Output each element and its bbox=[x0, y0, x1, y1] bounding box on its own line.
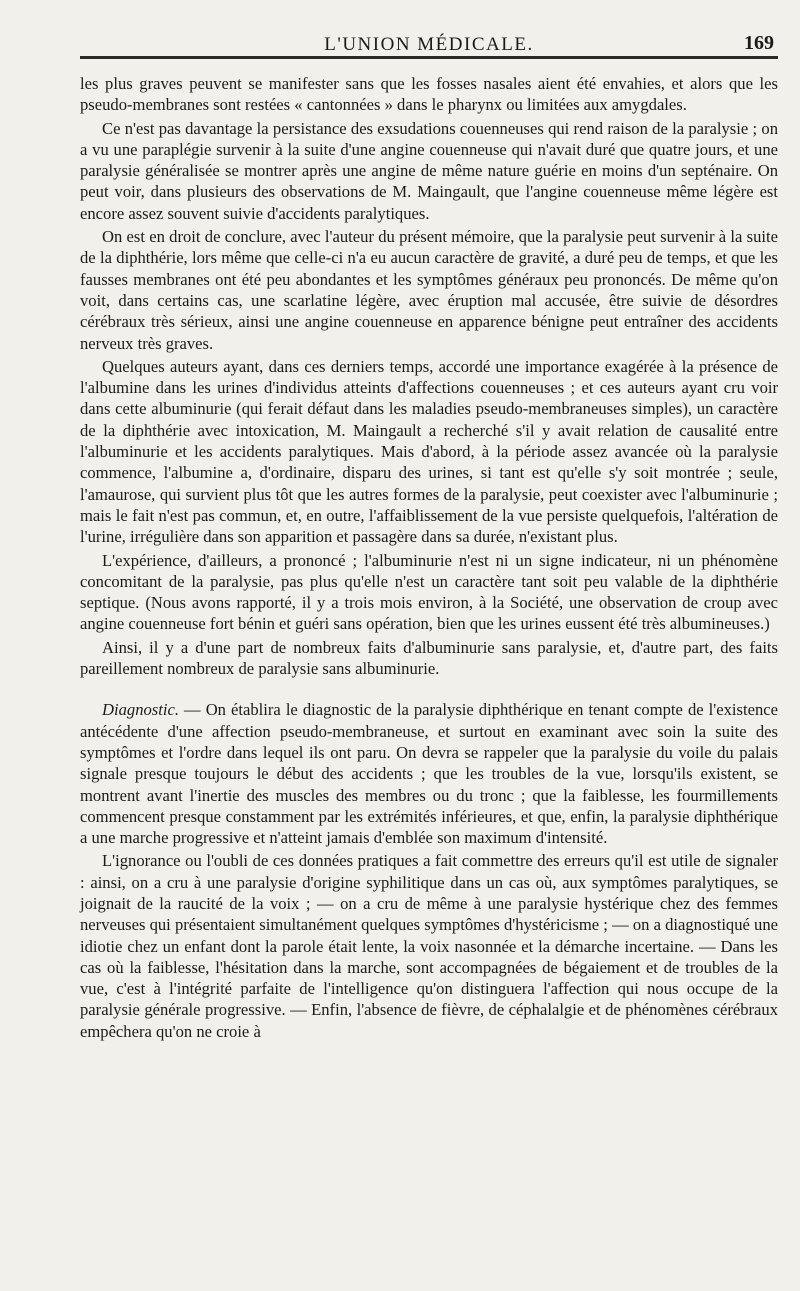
body-text bbox=[80, 73, 778, 1042]
paragraph: L'expérience, d'ailleurs, a prononcé ; l'albuminurie n'est ni un signe indicateur, ni un phénomène concomitant de la paralysie, pas plus qu'elle n'est un caractère tant soit peu valable de la diphthérie septique. (Nous avons rapporté, il y a trois mois environ, à la Société, une observation de croup avec angine couenneuse fort bénin et guéri sans opération, bien que les urines eussent été très albumineuses.) bbox=[80, 550, 778, 634]
paragraph: les plus graves peuvent se manifester sans que les fosses nasales aient été envahies, et alors que les pseudo-membranes sont restées « cantonnées » dans le pharynx ou limitées aux amygdales. bbox=[80, 74, 778, 115]
paragraph: L'ignorance ou l'oubli de ces données pratiques a fait commettre des erreurs qu'il est utile de signaler : ainsi, on a cru à une paralysie d'origine syphilitique dans un cas où, aux symptômes paralytiques, se joignait de la raucité de la voix ; — on a cru de même à une paralysie hystérique chez des femmes nerveuses qui présentaient simultanément quelques symptômes d'hystéricisme ; — on a diagnostiqué une idiotie chez un enfant dont la parole était lente, la voix nasonnée et la démarche incertaine. — Dans les cas où la faiblesse, l'hésitation dans la marche, sont accompagnées de bégaiement et de troubles de la vue, c'est à l'intégrité parfaite de l'intelligence qu'on distinguera l'affection qui nous occupe de la paralysie générale progressive. — Enfin, l'absence de fièvre, de céphalalgie et de phénomènes cérébraux empêchera qu'on ne croie à bbox=[80, 851, 778, 1041]
diagnostic-paragraph bbox=[80, 699, 778, 848]
page-header bbox=[80, 26, 778, 59]
paragraph: Quelques auteurs ayant, dans ces derniers temps, accordé une importance exagérée à la présence de l'albumine dans les urines d'individus atteints d'affections couenneuses ; et ces auteurs ayant cru voir dans cette albuminurie (qui ferait défaut dans les maladies pseudo-membraneuses simples), un caractère de la diphthérie avec intoxication, M. Maingault a recherché s'il y avait relation de causalité entre l'albuminurie et les accidents paralytiques. Mais d'abord, à la période assez avancée où la paralysie commence, l'albumine a, d'ordinaire, disparu des urines, si tant est qu'elle s'y soit montrée ; seule, l'amaurose, qui survient plus tôt que les autres formes de la paralysie, peut coexister avec l'albuminurie ; mais le fait n'est pas commun, et, en outre, l'affaiblissement de la vue persiste quelquefois, l'altération de l'urine, irrégulière dans son apparition et passagère dans sa durée, n'existant plus. bbox=[80, 356, 778, 547]
paragraph: Ainsi, il y a d'une part de nombreux faits d'albuminurie sans paralysie, et, d'autre part, des faits pareillement nombreux de paralysie sans albuminurie. bbox=[80, 637, 778, 679]
section-heading: Diagnostic. bbox=[102, 700, 179, 720]
paragraph: Ce n'est pas davantage la persistance des exsudations couenneuses qui rend raison de la paralysie ; on a vu une paraplégie survenir à la suite d'une angine couenneuse qui n'avait duré que quatre jours, et une paralysie généralisée se montrer après une angine de même nature guérie en moins d'un septénaire. On peut voir, dans plusieurs des observations de M. Maingault, que l'angine couenneuse même légère est encore assez souvent suivie d'accidents paralytiques. bbox=[80, 118, 778, 223]
running-title: L'UNION MÉDICALE. bbox=[324, 34, 534, 55]
page-number: 169 bbox=[744, 32, 774, 54]
paragraph-body: — On établira le diagnostic de la paralysie diphthérique en tenant compte de l'existence antécédente d'une affection pseudo-membraneuse, et surtout en examinant avec soin la suite des symptômes et l'ordre dans lequel ils ont paru. On devra se rappeler que la paralysie du voile du palais signale presque toujours le début des accidents ; que les troubles de la vue, lorsqu'ils existent, se montrent avant l'inertie des muscles des membres ou du tronc ; que la faiblesse, les fourmillements commencent presque constamment par les extrémités inférieures, et que, enfin, la paralysie diphthérique a une marche progressive et n'atteint jamais d'emblée son maximum d'intensité. bbox=[80, 700, 778, 848]
paragraph: On est en droit de conclure, avec l'auteur du présent mémoire, que la paralysie peut survenir à la suite de la diphthérie, lors même que celle-ci n'a eu aucun caractère de gravité, a duré peu de temps, et que les fausses membranes ont été peu abondantes et les symptômes généraux peu prononcés. De même qu'on voit, dans certains cas, une scarlatine légère, avec éruption mal accusée, être suivie de désordres cérébraux très sérieux, ainsi une angine couenneuse en apparence bénigne peut entraîner des accidents nerveux très graves. bbox=[80, 227, 778, 353]
